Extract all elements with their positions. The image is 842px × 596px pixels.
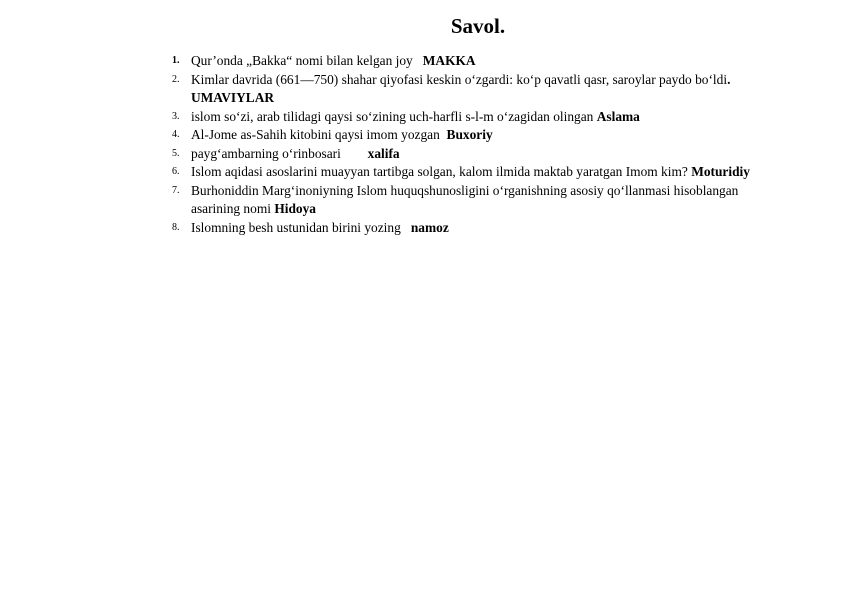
page-title: Savol. — [450, 14, 506, 38]
answer-text: xalifa — [367, 145, 400, 161]
question-item-6 — [172, 163, 762, 182]
question-item-4 — [172, 126, 762, 145]
question-number: 1. — [172, 55, 180, 66]
question-number: 5. — [172, 147, 180, 159]
question-list — [172, 52, 762, 237]
question-item-5 — [172, 145, 762, 164]
question-number: 2. — [172, 73, 180, 85]
question-number: 6. — [172, 166, 180, 177]
answer-gap — [440, 127, 447, 142]
question-number: 4. — [172, 129, 180, 140]
question-number: 3. — [172, 110, 180, 122]
question-text: islom so‘zi, arab tilidagi qaysi so‘zining uch-harfli s-l-m o‘zagidan olingan — [191, 108, 594, 124]
question-number: 7. — [172, 184, 180, 196]
question-number: 8. — [172, 221, 180, 233]
answer-gap — [413, 53, 423, 68]
question-text: payg‘ambarning o‘rinbosari — [191, 145, 341, 161]
question-text: Burhoniddin Marg‘inoniyning Islom huquqshunosligini o‘rganishning asosiy qo‘llanmasi hisoblangan asarining nomi — [191, 182, 739, 216]
question-text: Islomning besh ustunidan birini yozing — [191, 219, 401, 235]
question-text: Kimlar davrida (661—750) shahar qiyofasi keskin o‘zgardi: ko‘p qavatli qasr, saroylar paydo bo‘ldi — [191, 71, 728, 87]
question-item-1 — [172, 52, 762, 71]
answer-gap — [341, 146, 368, 161]
answer-text: . UMAVIYLAR — [191, 71, 731, 105]
answer-text: Moturidiy — [691, 164, 750, 179]
question-text: Al-Jome as-Sahih kitobini qaysi imom yozgan — [191, 127, 440, 142]
question-text: Qur’onda „Bakka“ nomi bilan kelgan joy — [191, 53, 413, 68]
answer-text: MAKKA — [422, 53, 476, 68]
answer-text: Aslama — [596, 108, 640, 124]
question-item-2 — [172, 71, 762, 108]
answer-gap — [401, 220, 411, 235]
answer-text: Buxoriy — [446, 127, 493, 142]
question-item-8 — [172, 219, 762, 238]
question-text: Islom aqidasi asoslarini muayyan tartibga solgan, kalom ilmida maktab yaratgan Imom kim? — [191, 164, 688, 179]
answer-text: Hidoya — [274, 201, 316, 216]
answer-text: namoz — [410, 219, 449, 235]
question-item-7 — [172, 182, 762, 219]
question-item-3 — [172, 108, 762, 127]
